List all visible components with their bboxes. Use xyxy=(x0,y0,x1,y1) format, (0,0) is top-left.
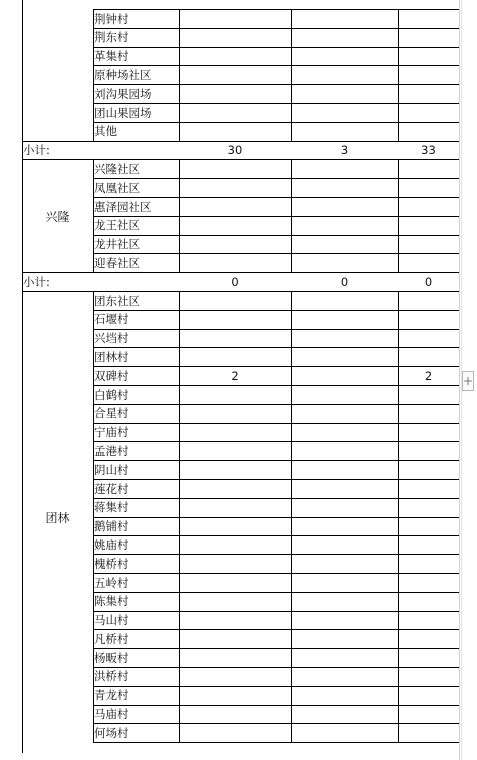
value-col-3 xyxy=(398,104,459,122)
page-margin-line xyxy=(459,0,460,760)
village-name: 陈集村 xyxy=(94,594,129,608)
value-col-2 xyxy=(291,404,398,422)
village-name: 青龙村 xyxy=(94,688,129,702)
value-col-2 xyxy=(291,611,398,629)
value-col-1 xyxy=(179,630,291,648)
value-col-1 xyxy=(179,198,291,216)
value-col-3 xyxy=(398,611,459,629)
value-col-1 xyxy=(179,348,291,366)
village-name: 龙王社区 xyxy=(94,218,140,232)
value-col-2 xyxy=(291,329,398,347)
value-col-3 xyxy=(398,10,459,28)
village-name: 龙井社区 xyxy=(94,237,140,251)
value-col-1 xyxy=(179,386,291,404)
town-name: 兴隆 xyxy=(45,210,70,224)
value-col-2 xyxy=(291,292,398,310)
value-col-3 xyxy=(398,461,459,479)
table-row-border xyxy=(93,742,460,743)
value-col-1 xyxy=(179,47,291,65)
value-col-2 xyxy=(291,160,398,178)
value-col-2 xyxy=(291,386,398,404)
value-col-3 xyxy=(398,480,459,498)
value-col-2 xyxy=(291,574,398,592)
value-col-3 xyxy=(398,28,459,46)
value-col-3 xyxy=(398,254,459,272)
value-col-1 xyxy=(179,85,291,103)
subtotal-col-3: 33 xyxy=(421,143,436,157)
subtotal-col-1: 30 xyxy=(227,143,243,157)
value-col-2 xyxy=(291,630,398,648)
value-col-1 xyxy=(179,536,291,554)
village-name: 五岭村 xyxy=(94,576,129,590)
value-col-2 xyxy=(291,536,398,554)
village-name: 惠泽园社区 xyxy=(94,200,152,214)
village-name: 姚庙村 xyxy=(94,538,129,552)
village-name: 荆钟村 xyxy=(94,12,129,26)
value-col-2 xyxy=(291,705,398,723)
value-col-1 xyxy=(179,66,291,84)
value-col-1 xyxy=(179,104,291,122)
subtotal-col-3: 0 xyxy=(424,275,433,289)
value-col-1 xyxy=(179,404,291,422)
village-name: 宁庙村 xyxy=(94,425,129,439)
value-col-3 xyxy=(398,386,459,404)
village-name: 双碑村 xyxy=(94,369,129,383)
value-col-1 xyxy=(179,423,291,441)
subtotal-col-1: 0 xyxy=(231,275,239,289)
value-col-3 xyxy=(398,574,459,592)
value-col-2 xyxy=(291,235,398,253)
value-col-3 xyxy=(398,555,459,573)
value-col-2 xyxy=(291,555,398,573)
value-col-3 xyxy=(398,122,459,140)
value-col-1 xyxy=(179,292,291,310)
value-col-2 xyxy=(291,592,398,610)
value-col-3 xyxy=(398,724,459,742)
value-col-1 xyxy=(179,686,291,704)
value-col-3 xyxy=(398,47,459,65)
value-col-3 xyxy=(398,592,459,610)
value-col-2 xyxy=(291,517,398,535)
village-name: 兴垱村 xyxy=(94,331,129,345)
village-name: 其他 xyxy=(94,124,117,138)
value-col-1 xyxy=(179,724,291,742)
value-col-2 xyxy=(291,498,398,516)
value-col-1 xyxy=(179,329,291,347)
value-col-1 xyxy=(179,705,291,723)
town-name: 团林 xyxy=(45,511,70,525)
value-col-3 xyxy=(398,348,459,366)
value-col-2 xyxy=(291,198,398,216)
value-col-3 xyxy=(398,667,459,685)
village-name: 孟港村 xyxy=(94,444,129,458)
village-name: 马庙村 xyxy=(94,707,129,721)
value-col-1 xyxy=(179,667,291,685)
value-col-3 xyxy=(398,329,459,347)
value-col-1 xyxy=(179,555,291,573)
village-name: 石堰村 xyxy=(94,312,129,326)
village-name: 合星村 xyxy=(94,406,129,420)
village-name: 阴山村 xyxy=(94,463,129,477)
village-name: 荆东村 xyxy=(94,30,129,44)
village-name: 团东社区 xyxy=(94,294,140,308)
value-col-3 xyxy=(398,630,459,648)
value-col-1 xyxy=(179,10,291,28)
subtotal-col-2: 3 xyxy=(340,143,349,157)
value-col-1 xyxy=(179,179,291,197)
value-col-3 xyxy=(398,66,459,84)
village-name: 白鹤村 xyxy=(94,388,129,402)
village-name: 凡桥村 xyxy=(94,632,129,646)
value-col-2 xyxy=(291,28,398,46)
value-col-3 xyxy=(398,686,459,704)
value-col-2 xyxy=(291,85,398,103)
value-col-3 xyxy=(398,498,459,516)
value-col-3 xyxy=(398,179,459,197)
value-col-3 xyxy=(398,404,459,422)
value-col-3 xyxy=(398,160,459,178)
table-left-border xyxy=(22,0,23,753)
value-col-3: 2 xyxy=(424,369,433,383)
village-name: 刘沟果园场 xyxy=(94,87,152,101)
value-col-3 xyxy=(398,705,459,723)
value-col-2 xyxy=(291,254,398,272)
value-col-2 xyxy=(291,442,398,460)
value-col-1 xyxy=(179,442,291,460)
add-column-button[interactable]: + xyxy=(462,371,474,391)
value-col-2 xyxy=(291,179,398,197)
value-col-2 xyxy=(291,348,398,366)
village-name: 鹅铺村 xyxy=(94,519,129,533)
value-col-3 xyxy=(398,649,459,667)
value-col-3 xyxy=(398,517,459,535)
value-col-2 xyxy=(291,480,398,498)
village-name: 马山村 xyxy=(94,613,129,627)
value-col-2 xyxy=(291,216,398,234)
value-col-1 xyxy=(179,480,291,498)
value-col-1 xyxy=(179,592,291,610)
subtotal-col-2: 0 xyxy=(340,275,349,289)
value-col-1 xyxy=(179,235,291,253)
value-col-3 xyxy=(398,235,459,253)
village-name: 原种场社区 xyxy=(94,68,152,82)
value-col-2 xyxy=(291,122,398,140)
value-col-1 xyxy=(179,254,291,272)
value-col-1 xyxy=(179,649,291,667)
value-col-2 xyxy=(291,310,398,328)
value-col-1 xyxy=(179,122,291,140)
value-col-1 xyxy=(179,216,291,234)
value-col-2 xyxy=(291,724,398,742)
village-name: 蒋集村 xyxy=(94,500,129,514)
value-col-2 xyxy=(291,66,398,84)
value-col-2 xyxy=(291,649,398,667)
village-name: 槐桥村 xyxy=(94,557,129,571)
value-col-1 xyxy=(179,461,291,479)
village-name: 团林村 xyxy=(94,350,129,364)
value-col-2 xyxy=(291,10,398,28)
value-col-2 xyxy=(291,686,398,704)
value-col-2 xyxy=(291,104,398,122)
value-col-2 xyxy=(291,423,398,441)
value-col-1 xyxy=(179,160,291,178)
value-col-3 xyxy=(398,292,459,310)
value-col-1 xyxy=(179,28,291,46)
value-col-3 xyxy=(398,85,459,103)
value-col-2 xyxy=(291,367,398,385)
value-col-2 xyxy=(291,667,398,685)
value-col-2 xyxy=(291,47,398,65)
subtotal-label: 小计: xyxy=(23,143,50,157)
subtotal-label: 小计: xyxy=(23,275,50,289)
village-name: 革集村 xyxy=(94,49,129,63)
village-name: 洪桥村 xyxy=(94,669,129,683)
value-col-3 xyxy=(398,536,459,554)
village-name: 迎春社区 xyxy=(94,256,140,270)
value-col-1 xyxy=(179,517,291,535)
value-col-1 xyxy=(179,498,291,516)
value-col-3 xyxy=(398,423,459,441)
value-col-1: 2 xyxy=(231,369,239,383)
village-name: 何场村 xyxy=(94,726,129,740)
village-name: 凤凰社区 xyxy=(94,181,140,195)
value-col-3 xyxy=(398,310,459,328)
value-col-1 xyxy=(179,611,291,629)
village-name: 莲花村 xyxy=(94,482,129,496)
value-col-3 xyxy=(398,198,459,216)
value-col-1 xyxy=(179,574,291,592)
value-col-3 xyxy=(398,442,459,460)
village-name: 兴隆社区 xyxy=(94,162,140,176)
value-col-1 xyxy=(179,310,291,328)
value-col-2 xyxy=(291,461,398,479)
village-name: 团山果园场 xyxy=(94,106,152,120)
value-col-3 xyxy=(398,216,459,234)
village-name: 杨畈村 xyxy=(94,651,129,665)
